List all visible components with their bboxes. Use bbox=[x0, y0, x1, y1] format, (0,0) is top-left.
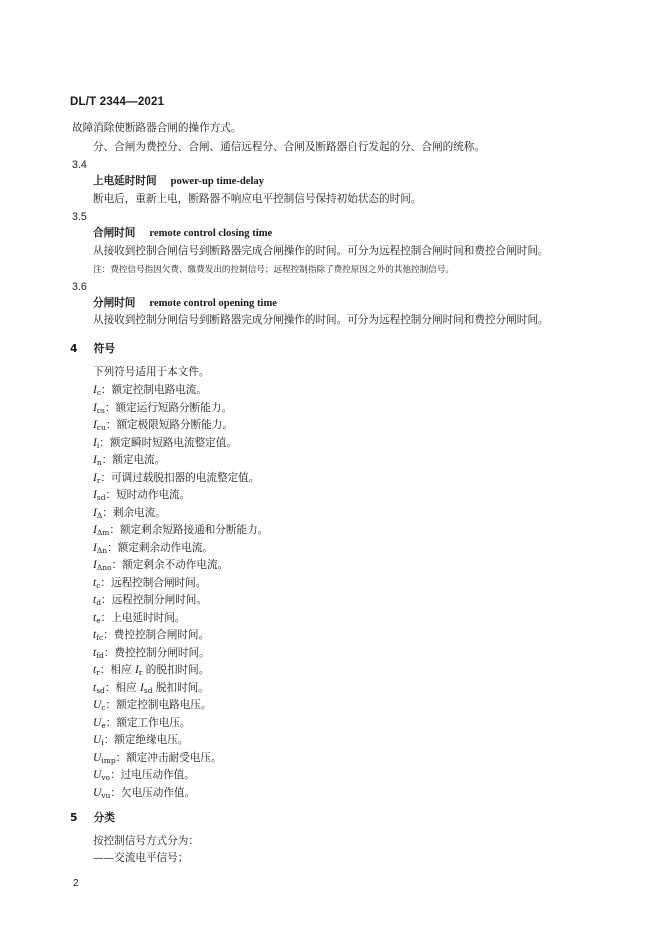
section-4-intro: 下列符号适用于本文件。 bbox=[93, 366, 210, 378]
symbol-base: U bbox=[93, 751, 102, 764]
symbol-base: I bbox=[93, 384, 97, 396]
page-number: 2 bbox=[73, 878, 79, 889]
note-3-5: 注：费控信号指因欠费、缴费发出的控制信号；远程控制指除了费控原因之外的其他控制信号。 bbox=[93, 265, 454, 275]
term-cn-3-5: 合闸时间 bbox=[93, 227, 136, 239]
symbol-item bbox=[93, 734, 188, 749]
symbol-description: ：可调过载脱扣器的电流整定值。 bbox=[100, 471, 260, 484]
definition-3-5: 从接收到控制合闸信号到断路器完成合闸操作的时间。可分为远程控制合闸时间和费控合闸时间。 bbox=[93, 245, 549, 257]
symbol-description: ：额定工作电压。 bbox=[105, 716, 191, 729]
section-5-heading bbox=[70, 811, 115, 824]
symbol-subscript: sd bbox=[96, 685, 105, 695]
term-en-3-6: remote control opening time bbox=[149, 298, 277, 309]
symbol-base: U bbox=[93, 716, 102, 729]
symbol-subscript: e bbox=[96, 615, 101, 625]
symbol-item bbox=[93, 647, 210, 662]
symbol-subscript: r bbox=[96, 475, 101, 485]
section-5-number: 5 bbox=[70, 811, 78, 824]
term-cn-3-4: 上电延时时间 bbox=[93, 175, 157, 187]
symbol-subscript: Δno bbox=[96, 563, 112, 572]
symbol-item bbox=[93, 507, 166, 522]
term-cn-3-6: 分闸时间 bbox=[93, 297, 136, 309]
symbol-base: I bbox=[93, 489, 97, 501]
intro-line-2: 分、合闸为费控分、合闸、通信远程分、合闸及断路器自行发起的分、合闸的统称。 bbox=[93, 141, 485, 153]
symbol-subscript: cs bbox=[96, 405, 105, 415]
symbol-description: ：额定冲击耐受电压。 bbox=[115, 751, 222, 764]
symbol-base: t bbox=[93, 664, 97, 676]
symbol-description: ：额定剩余短路接通和分断能力。 bbox=[109, 524, 269, 536]
symbol-description: ：费控控制分闸时间。 bbox=[103, 646, 210, 659]
term-en-3-5: remote control closing time bbox=[149, 228, 273, 239]
symbol-description: ：远程控制合闸时间。 bbox=[100, 576, 207, 589]
section-5-title: 分类 bbox=[93, 811, 116, 824]
symbol-base: I bbox=[93, 541, 97, 554]
symbol-item bbox=[93, 384, 207, 399]
symbol-item bbox=[93, 489, 190, 504]
symbol-description: 脱扣时间。 bbox=[152, 681, 209, 694]
symbol-subscript: d bbox=[96, 598, 102, 607]
definition-3-4: 断电后，重新上电，断路器不响应电平控制信号保持初始状态的时间。 bbox=[93, 193, 422, 205]
symbol-base: I bbox=[93, 506, 97, 519]
symbol-subscript: Δm bbox=[96, 528, 110, 537]
symbol-item bbox=[93, 419, 233, 434]
clause-number-3-6: 3.6 bbox=[72, 281, 87, 293]
symbol-description-prefix: ：相应 bbox=[99, 664, 135, 676]
symbol-description: ：短时动作电流。 bbox=[105, 489, 191, 501]
symbol-subscript: n bbox=[96, 458, 102, 467]
symbol-subscript: c bbox=[101, 703, 106, 712]
definition-3-6: 从接收到控制分闸信号到断路器完成分闸操作的时间。可分为远程控制分闸时间和费控分闸时间。 bbox=[93, 314, 549, 326]
symbol-description: ：额定极限短路分断能力。 bbox=[105, 419, 233, 431]
symbol-base: t bbox=[93, 681, 97, 694]
symbol-base: I bbox=[93, 454, 97, 466]
symbol-item bbox=[93, 594, 207, 609]
clause-number-3-4: 3.4 bbox=[72, 159, 87, 171]
symbol-description: ：额定绝缘电压。 bbox=[103, 734, 189, 746]
clause-number-3-5: 3.5 bbox=[72, 211, 87, 223]
symbol-item bbox=[93, 769, 195, 784]
symbol-subscript: i bbox=[96, 440, 100, 450]
section-5-line-2: ——交流电平信号； bbox=[93, 852, 189, 864]
symbol-subscript: vo bbox=[101, 773, 111, 782]
symbol-base: t bbox=[93, 629, 97, 641]
symbol-description-prefix: ：相应 bbox=[104, 681, 141, 694]
symbol-subscript: c bbox=[96, 580, 101, 590]
symbol-item bbox=[93, 542, 213, 557]
symbol-base: t bbox=[93, 576, 97, 589]
symbol-inline-subscript: sd bbox=[143, 685, 153, 695]
symbol-base: I bbox=[93, 419, 97, 431]
symbol-subscript: i bbox=[101, 738, 104, 747]
section-4-title: 符号 bbox=[93, 342, 116, 355]
symbol-description: ：额定剩余动作电流。 bbox=[107, 541, 214, 554]
section-5-line-1: 按控制信号方式分为： bbox=[93, 835, 199, 847]
symbol-subscript: fd bbox=[96, 650, 104, 660]
section-4-number: 4 bbox=[70, 342, 78, 355]
term-en-3-4: power-up time-delay bbox=[170, 176, 265, 187]
symbol-subscript: Δn bbox=[96, 545, 108, 555]
symbol-item bbox=[93, 577, 206, 592]
symbol-description: ：欠电压动作值。 bbox=[110, 786, 196, 799]
term-3-4 bbox=[93, 175, 264, 188]
symbol-item bbox=[93, 472, 259, 487]
symbol-description: ：额定电流。 bbox=[101, 454, 166, 466]
term-3-6 bbox=[93, 297, 277, 310]
symbol-item bbox=[93, 612, 185, 627]
symbol-subscript: c bbox=[96, 388, 102, 397]
symbol-base: I bbox=[93, 401, 97, 414]
symbol-base: I bbox=[93, 471, 97, 484]
symbol-item bbox=[93, 629, 209, 644]
section-4-heading bbox=[70, 342, 115, 355]
symbol-item bbox=[93, 402, 232, 417]
symbol-subscript: sd bbox=[96, 493, 106, 502]
symbol-base: t bbox=[93, 646, 97, 659]
symbol-base: U bbox=[93, 786, 102, 799]
symbol-description: ：额定剩余不动作电流。 bbox=[111, 559, 229, 571]
symbol-description: ：额定控制电路电压。 bbox=[105, 699, 212, 711]
symbol-description: ：远程控制分闸时间。 bbox=[101, 594, 207, 606]
symbol-base: t bbox=[93, 594, 97, 606]
intro-line-1: 故障消除使断路器合闸的操作方式。 bbox=[72, 122, 242, 134]
symbol-item bbox=[93, 437, 237, 452]
symbol-description: ：过电压动作值。 bbox=[110, 769, 195, 781]
symbol-inline-subscript: r bbox=[138, 668, 143, 677]
symbol-base: I bbox=[93, 436, 97, 449]
symbol-subscript: cu bbox=[96, 423, 106, 432]
symbol-base: I bbox=[93, 524, 97, 536]
symbol-base: U bbox=[93, 769, 102, 781]
symbol-base: U bbox=[93, 699, 102, 711]
symbol-base: I bbox=[93, 559, 97, 571]
symbol-item bbox=[93, 699, 211, 714]
symbol-description: ：额定瞬时短路电流整定值。 bbox=[99, 436, 237, 449]
symbol-description: ：费控控制合闸时间。 bbox=[103, 629, 210, 641]
symbol-description: 的脱扣时间。 bbox=[142, 664, 210, 676]
symbol-item bbox=[93, 559, 228, 574]
symbol-item bbox=[93, 454, 165, 469]
symbol-description: ：额定控制电路电流。 bbox=[101, 384, 207, 396]
symbol-subscript: Δ bbox=[96, 510, 103, 520]
symbol-subscript: imp bbox=[101, 755, 116, 765]
symbol-base: U bbox=[93, 734, 102, 746]
symbol-subscript: fc bbox=[96, 633, 104, 642]
symbol-item bbox=[93, 752, 222, 767]
symbol-item bbox=[93, 524, 268, 539]
symbol-description: ：额定运行短路分断能力。 bbox=[104, 401, 233, 414]
symbol-inline-base: I bbox=[134, 664, 139, 676]
term-3-5 bbox=[93, 227, 272, 240]
symbol-item bbox=[93, 682, 209, 697]
symbol-item bbox=[93, 717, 191, 732]
symbol-subscript: e bbox=[101, 720, 106, 730]
symbol-inline-base: I bbox=[140, 681, 144, 694]
symbol-description: ：上电延时时间。 bbox=[100, 611, 186, 624]
symbol-item bbox=[93, 664, 209, 679]
symbol-base: t bbox=[93, 611, 97, 624]
symbol-description: ：剩余电流。 bbox=[102, 506, 166, 519]
document-header: DL/T 2344—2021 bbox=[70, 96, 165, 108]
symbol-subscript: vu bbox=[101, 790, 111, 800]
symbol-subscript: r bbox=[96, 668, 100, 677]
symbol-item bbox=[93, 787, 195, 802]
